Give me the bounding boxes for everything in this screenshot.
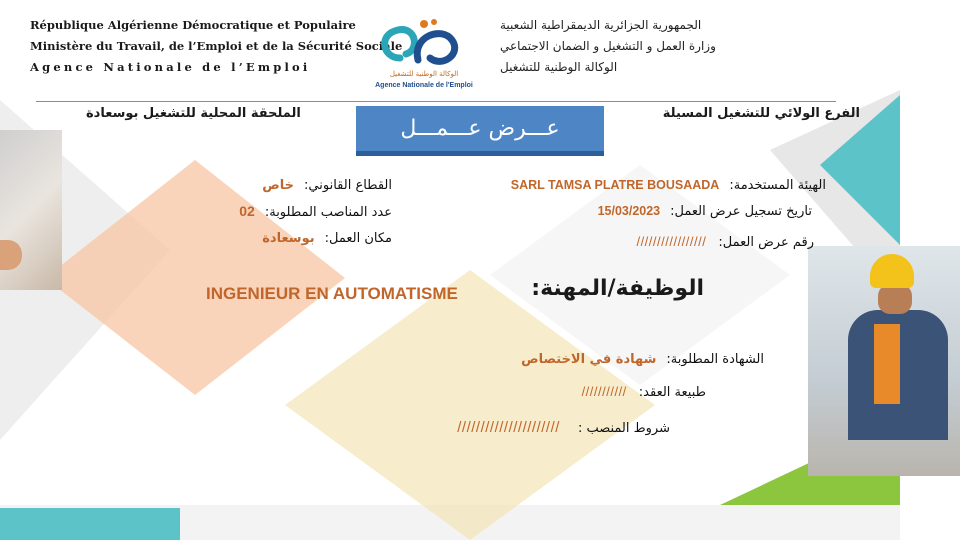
- fr-agency-line: Agence Nationale de l’Emploi: [30, 60, 311, 74]
- worker-face-shape: [878, 284, 912, 314]
- worker-vest-shape: [874, 324, 900, 404]
- fr-ministry-line: Ministère du Travail, de l’Emploi et de la Sécurité Sociale: [30, 39, 403, 53]
- contract-label: طبيعة العقد:: [638, 385, 706, 400]
- registration-date-value: 15/03/2023: [597, 204, 661, 218]
- legal-sector-label: القطاع القانوني:: [304, 178, 392, 193]
- registration-date-field: [598, 204, 812, 219]
- offer-number-label: رقم عرض العمل:: [718, 235, 814, 250]
- positions-label: عدد المناصب المطلوبة:: [264, 205, 392, 220]
- worker-photo-left: [0, 130, 62, 290]
- header-divider: [36, 101, 836, 102]
- offer-number-value: /////////////////: [636, 234, 707, 249]
- contract-value: ///////////: [581, 384, 627, 399]
- positions-field: [239, 203, 392, 220]
- job-offer-title: عـــرض عـــمـــل: [356, 106, 604, 156]
- local-branch: الملحقة المحلية للتشغيل بوسعادة: [86, 106, 301, 121]
- logo-caption-ar: الوكالة الوطنية للتشغيل: [389, 70, 459, 78]
- wilaya-branch: الفرع الولائي للتشغيل المسيلة: [662, 106, 860, 121]
- ar-republic-line: الجمهورية الجزائرية الديمقراطية الشعبية: [500, 18, 702, 32]
- job-value: INGENIEUR EN AUTOMATISME: [206, 284, 458, 303]
- legal-sector-value: خاص: [262, 178, 295, 193]
- ar-ministry-line: وزارة العمل و التشغيل و الضمان الاجتماعي: [500, 39, 716, 53]
- work-place-field: [262, 231, 392, 246]
- header-arabic: [500, 15, 820, 78]
- employer-field: [511, 178, 826, 193]
- employer-value: SARL TAMSA PLATRE BOUSAADA: [510, 178, 720, 192]
- hand-shape: [0, 240, 22, 270]
- contract-field: [582, 384, 706, 400]
- logo-caption-fr: Agence Nationale de l'Emploi: [375, 82, 473, 89]
- conditions-label: شروط المنصب :: [577, 421, 670, 436]
- worker-helmet-shape: [870, 254, 914, 288]
- employer-label: الهيئة المستخدمة:: [729, 178, 826, 193]
- diploma-field: [521, 352, 764, 367]
- bg-teal-bottom-band: [0, 508, 180, 540]
- positions-value: 02: [239, 203, 255, 219]
- header-french: [30, 15, 402, 78]
- diploma-label: الشهادة المطلوبة:: [666, 352, 764, 367]
- conditions-field: [457, 419, 670, 436]
- worker-photo-right: [808, 246, 960, 476]
- fr-republic-line: République Algérienne Démocratique et Populaire: [30, 18, 356, 32]
- registration-date-label: تاريخ تسجيل عرض العمل:: [670, 204, 812, 219]
- anem-logo-icon: [372, 14, 476, 92]
- work-place-value: بوسعادة: [262, 231, 315, 246]
- diploma-value: شهادة في الاختصاص: [521, 352, 657, 367]
- job-label: الوظيفة/المهنة:: [531, 276, 704, 301]
- ar-agency-line: الوكالة الوطنية للتشغيل: [500, 60, 618, 74]
- offer-number-field: [636, 234, 814, 250]
- work-place-label: مكان العمل:: [324, 231, 392, 246]
- legal-sector-field: [262, 178, 392, 193]
- conditions-value: //////////////////////: [457, 419, 560, 436]
